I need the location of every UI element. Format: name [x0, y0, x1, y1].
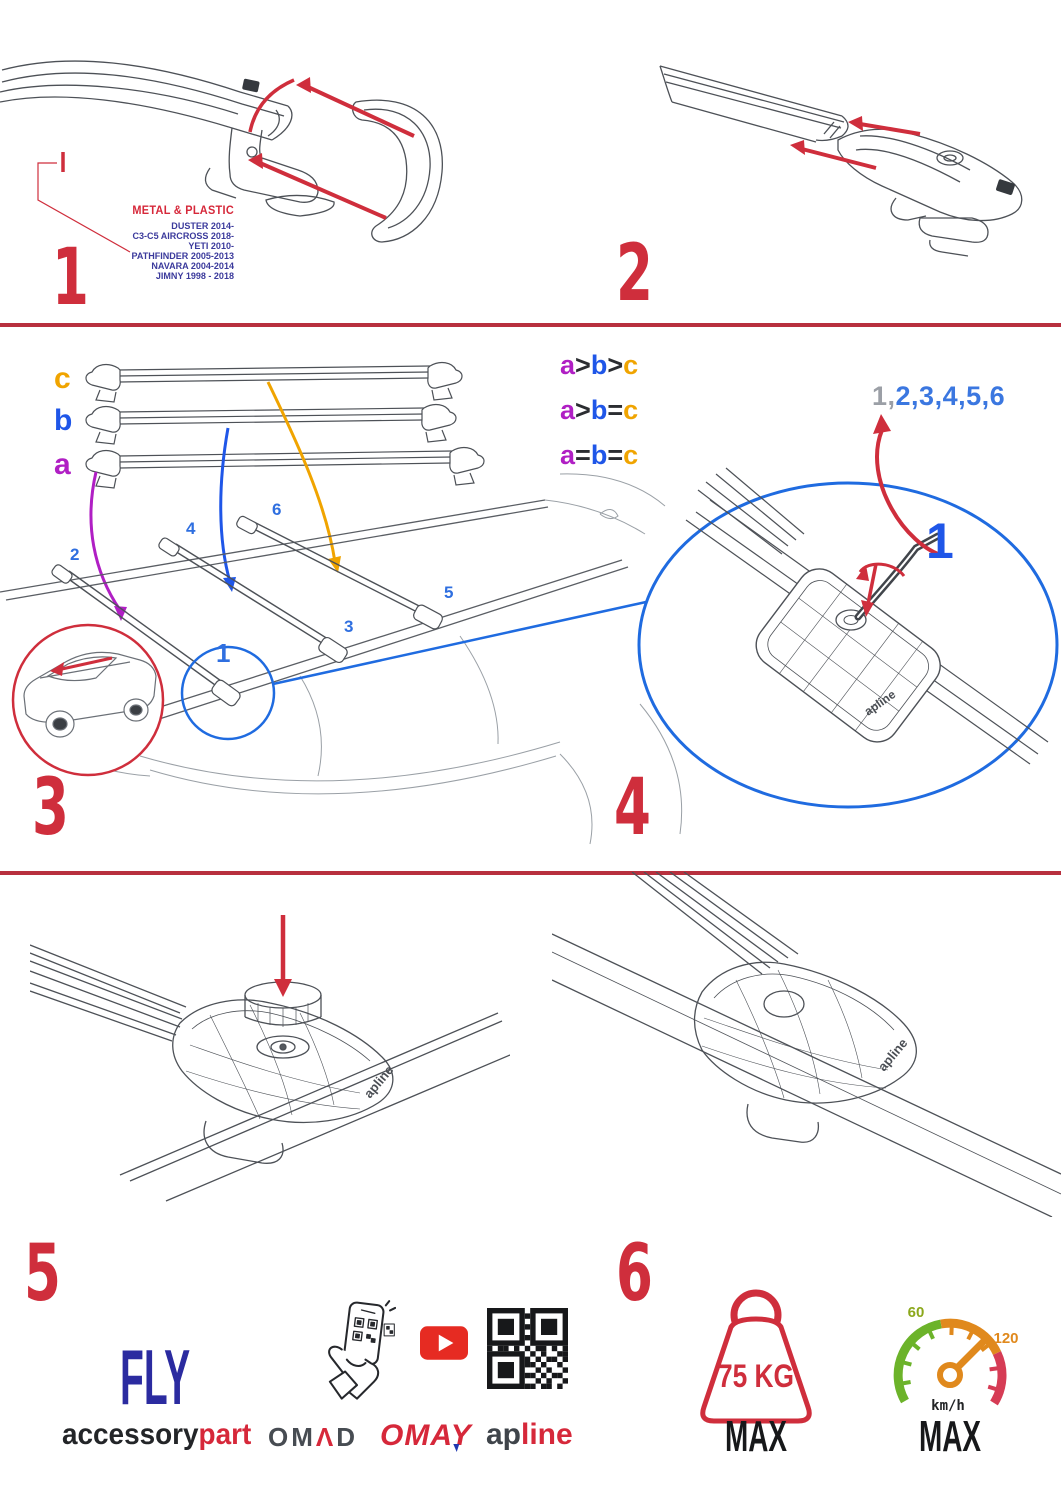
model-line: NAVARA 2004-2014 [151, 261, 234, 272]
step-number-1: 1 [52, 233, 87, 323]
step-number-3: 3 [32, 763, 67, 853]
step-number-5: 5 [24, 1229, 59, 1319]
fly-logo: FLY [120, 1333, 191, 1421]
step2-bar-clamp-drawing [620, 50, 1061, 300]
step4-detail-drawing [639, 414, 1057, 807]
position-5: 5 [444, 583, 454, 602]
step6-finished-clamp-drawing [552, 872, 1061, 1217]
model-line: C3-C5 AIRCROSS 2018- [132, 231, 234, 242]
clamp-brand-text: apline [861, 687, 899, 719]
position-4: 4 [186, 519, 196, 538]
omay-logo: OMAY [380, 1419, 472, 1452]
car-direction-badge [13, 625, 163, 775]
weight-max-label: MAX [725, 1412, 787, 1455]
clamp-brand-text: apline [360, 1062, 397, 1101]
crossbar-b-drawing [118, 408, 424, 424]
step-number-2: 2 [616, 229, 651, 319]
weight-value: 75 KG [718, 1358, 794, 1394]
apline-sticker [242, 78, 260, 92]
detail-number: 1 [926, 513, 954, 569]
speed-limit-badge [878, 1283, 1033, 1455]
position-2: 2 [70, 545, 80, 564]
scan-qr-hand-icon [318, 1296, 396, 1408]
step5-red-arrow [274, 915, 292, 997]
speed-unit-label: km/h [931, 1398, 965, 1414]
position-3: 3 [344, 617, 354, 636]
step-number-4: 4 [614, 763, 649, 853]
speed-max-label: MAX [919, 1412, 981, 1455]
materials-heading: METAL & PLASTIC [132, 205, 234, 217]
rule-row: a>b=c [560, 395, 639, 425]
accessorypart-logo: accessorypart [62, 1418, 252, 1451]
model-line: PATHFINDER 2005-2013 [131, 251, 234, 262]
model-line: DUSTER 2014- [171, 221, 234, 232]
apline-sticker [996, 179, 1016, 196]
step5-cap-insert-drawing [30, 895, 510, 1217]
bar-label-c: c [54, 362, 71, 395]
step2-red-arrows [790, 116, 920, 168]
weight-limit-badge [676, 1283, 836, 1455]
speed-high-label: 120 [993, 1330, 1019, 1347]
rule-row: a>b>c [560, 350, 639, 380]
youtube-icon [420, 1325, 468, 1361]
bar-label-a: a [54, 448, 71, 481]
position-6: 6 [272, 500, 282, 519]
crossbar-c-drawing [118, 366, 430, 382]
model-line: YETI 2010- [188, 241, 234, 252]
apline-logo: apline [486, 1418, 573, 1451]
bar-label-b: b [54, 404, 73, 437]
model-line: JIMNY 1998 - 2018 [155, 271, 234, 282]
step-number-6: 6 [616, 1229, 651, 1319]
vehicle-compatibility-list [122, 205, 234, 282]
crossbar-a-drawing [118, 451, 452, 468]
rule-row: a=b=c [560, 440, 639, 470]
position-1: 1 [216, 638, 231, 668]
qr-code [487, 1308, 568, 1389]
bar-length-rules [560, 352, 638, 487]
omad-logo: OMΛD [268, 1422, 359, 1452]
speed-low-label: 60 [907, 1304, 925, 1321]
clamp-brand-text: apline [874, 1035, 911, 1074]
tighten-sequence: 1,2,3,4,5,6 [872, 381, 1006, 411]
